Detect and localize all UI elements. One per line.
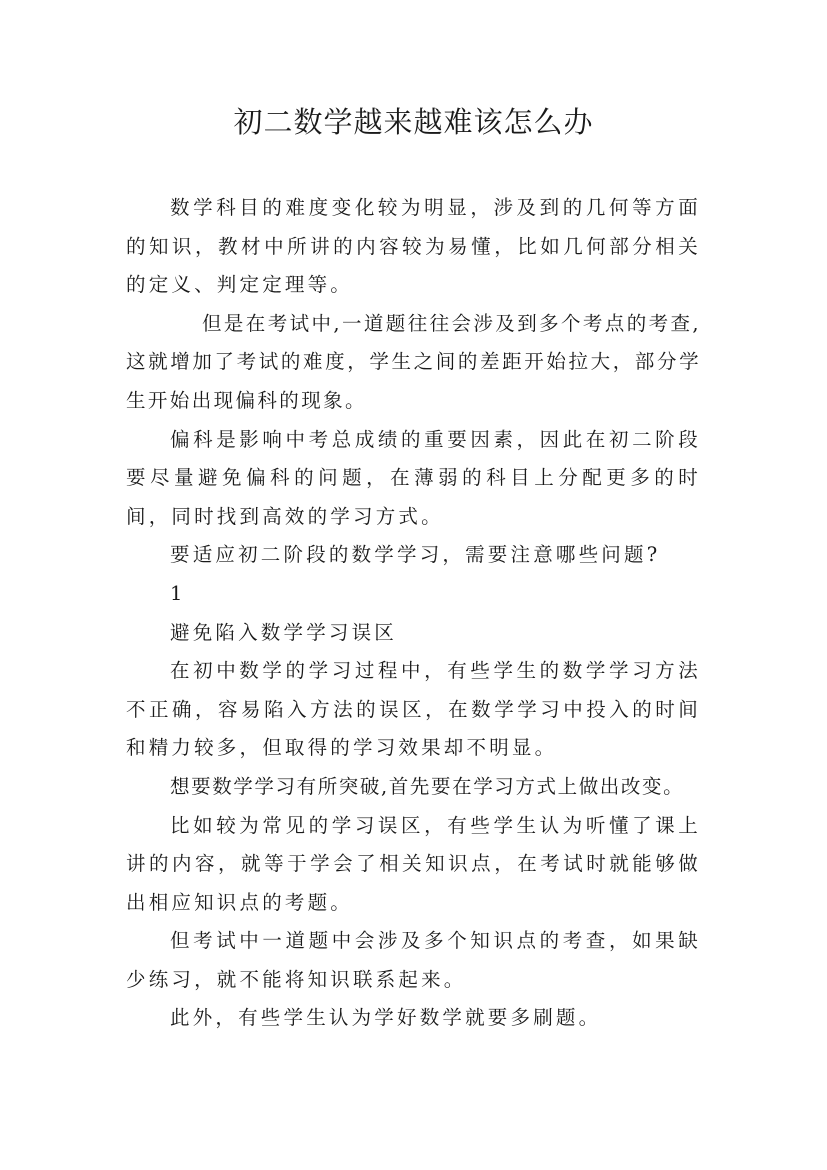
paragraph-9: 此外，有些学生认为学好数学就要多刷题。 xyxy=(170,1006,602,1030)
paragraph-1: 数学科目的难度变化较为明显，涉及到的几何等方面的知识，教材中所讲的内容较为易懂，比如几何部分相关的定义、判定定理等。 xyxy=(126,196,701,297)
document-body xyxy=(126,189,701,1038)
paragraph-7: 比如较为常见的学习误区，有些学生认为听懂了课上讲的内容，就等于学会了相关知识点，在考试时就能够做出相应知识点的考题。 xyxy=(126,813,701,914)
section-heading: 避免陷入数学学习误区 xyxy=(170,620,398,644)
document-title: 初二数学越来越难该怎么办 xyxy=(233,105,594,139)
section-number: 1 xyxy=(170,581,186,605)
paragraph-6: 想要数学学习有所突破,首先要在学习方式上做出改变。 xyxy=(170,774,685,798)
paragraph-8: 但考试中一道题中会涉及多个知识点的考查，如果缺少练习，就不能将知识联系起来。 xyxy=(126,929,701,991)
paragraph-4: 要适应初二阶段的数学学习，需要注意哪些问题? xyxy=(170,543,661,567)
paragraph-2: 但是在考试中,一道题往往会涉及到多个考点的考查,这就增加了考试的难度，学生之间的差距开始拉大，部分学生开始出现偏科的现象。 xyxy=(126,311,701,412)
paragraph-3: 偏科是影响中考总成绩的重要因素，因此在初二阶段要尽量避免偏科的问题，在薄弱的科目上分配更多的时间，同时找到高效的学习方式。 xyxy=(126,427,701,528)
paragraph-5: 在初中数学的学习过程中，有些学生的数学学习方法不正确，容易陷入方法的误区，在数学学习中投入的时间和精力较多，但取得的学习效果却不明显。 xyxy=(126,659,701,760)
